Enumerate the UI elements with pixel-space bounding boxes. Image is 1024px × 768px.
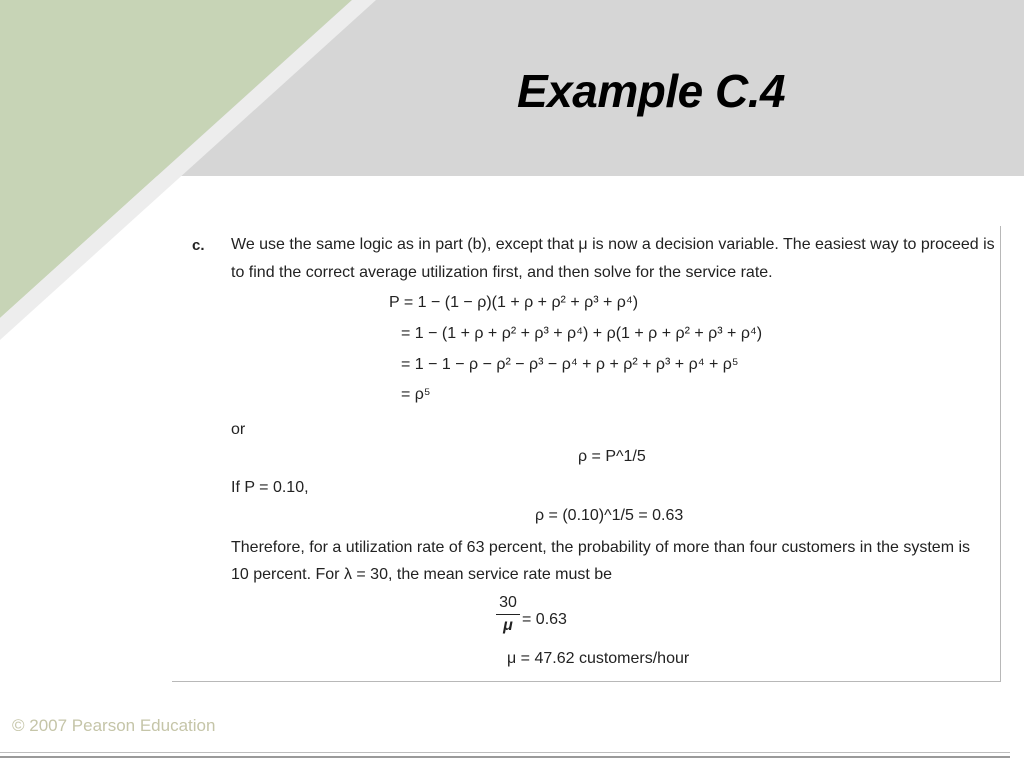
service-rate-fraction bbox=[496, 594, 520, 635]
equation-line-2: = 1 − (1 + ρ + ρ² + ρ³ + ρ⁴) + ρ(1 + ρ + ρ² + ρ³ + ρ⁴) bbox=[401, 325, 763, 342]
equation-line-3: = 1 − 1 − ρ − ρ² − ρ³ − ρ⁴ + ρ + ρ² + ρ³ + ρ⁴ + ρ⁵ bbox=[401, 356, 739, 373]
footer-divider-thin bbox=[0, 752, 1010, 753]
equation-rho-solution: ρ = P^1/5 bbox=[578, 448, 646, 465]
fraction-result: = 0.63 bbox=[522, 611, 567, 628]
if-condition-text: If P = 0.10, bbox=[231, 479, 309, 496]
paragraph2-line2: 10 percent. For λ = 30, the mean service rate must be bbox=[231, 566, 613, 583]
part-marker: c. bbox=[192, 237, 205, 254]
equation-rho-value: ρ = (0.10)^1/5 = 0.63 bbox=[535, 507, 684, 524]
fraction-numerator: 30 bbox=[499, 594, 517, 611]
content-box bbox=[172, 226, 1001, 682]
paragraph2-line1: Therefore, for a utilization rate of 63 percent, the probability of more than four customers in the system is bbox=[231, 539, 971, 556]
paragraph1-line2: to find the correct average utilization first, and then solve for the service rate. bbox=[231, 264, 773, 281]
fraction-denominator: μ bbox=[503, 617, 513, 634]
slide-title: Example C.4 bbox=[517, 65, 786, 117]
paragraph1-line1: We use the same logic as in part (b), except that μ is now a decision variable. The easiest way to proceed is bbox=[231, 236, 995, 253]
equation-line-1: P = 1 − (1 − ρ)(1 + ρ + ρ² + ρ³ + ρ⁴) bbox=[389, 294, 639, 311]
equation-line-4: = ρ⁵ bbox=[401, 386, 431, 403]
footer-divider-thick bbox=[0, 756, 1010, 758]
or-text: or bbox=[231, 421, 246, 438]
final-result: μ = 47.62 customers/hour bbox=[507, 650, 690, 667]
footer-copyright: © 2007 Pearson Education bbox=[12, 716, 216, 735]
fraction-bar bbox=[496, 614, 520, 615]
